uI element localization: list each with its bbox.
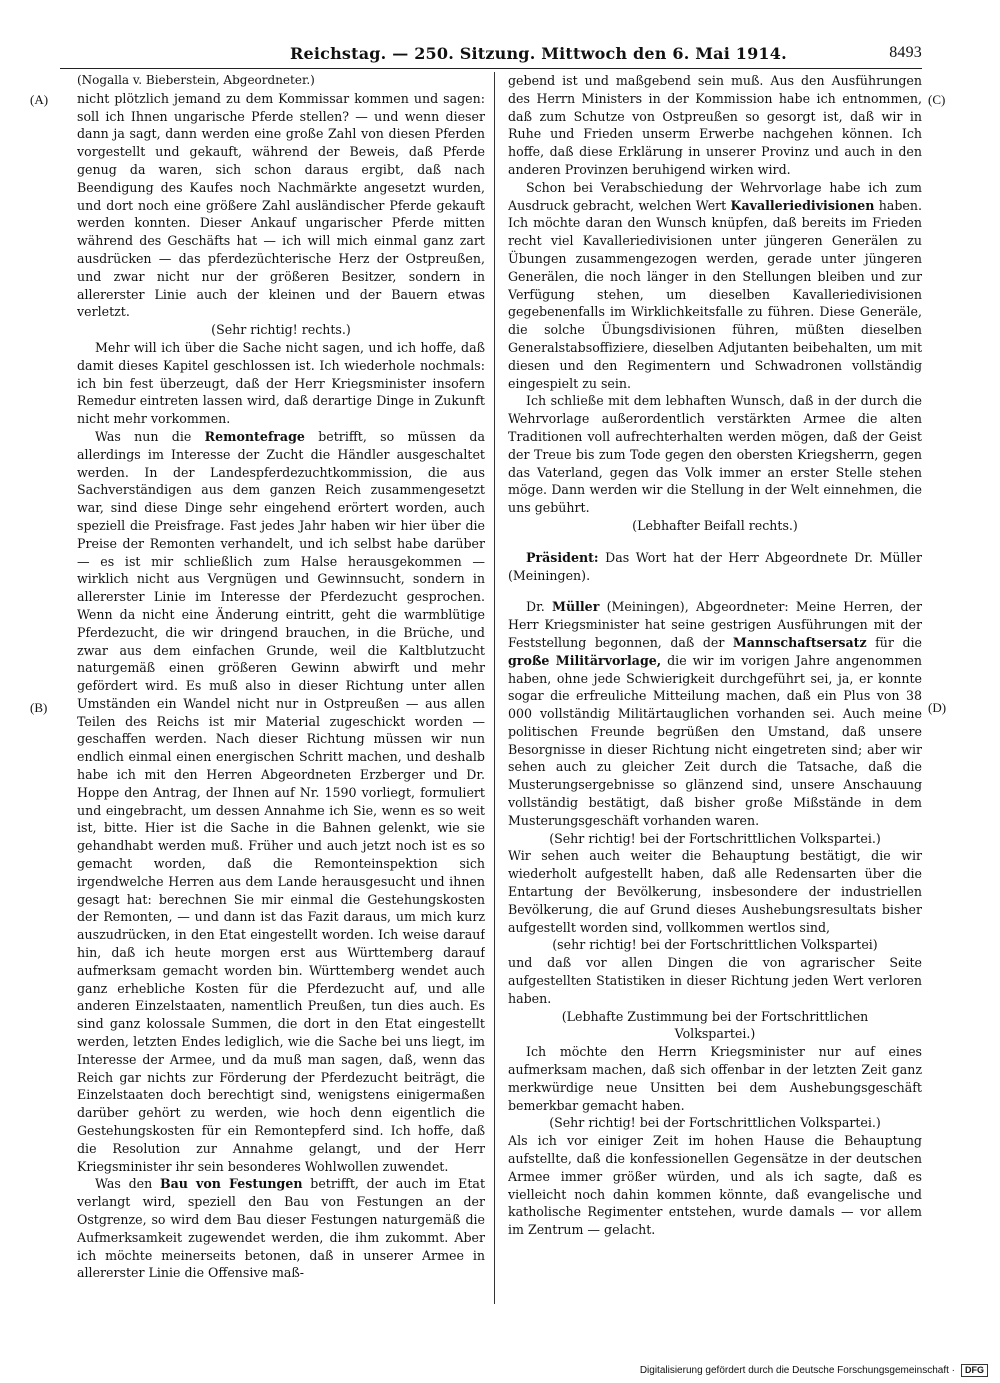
keyword-bau-von-festungen: Bau von Festungen [159, 1176, 303, 1192]
president-statement: Präsident: Das Wort hat der Herr Abgeordnete Dr. Müller (Meiningen). [508, 549, 922, 583]
paragraph: Was den Bau von Festungen betrifft, der auch im Etat verlangt wird, speziell den Bau von Festungen an der Ostgrenze, so wird dem Bau dieser Festungen naturgemäß die Aufmerksamkeit zugewendet werden, die ihm zukommt. Aber ich möchte meinerseits betonen, daß in unserer Armee in allererster Linie die Offensive maß- [77, 1176, 485, 1281]
interjection: (Lebhafte Zustimmung bei der Fortschrittlichen Volkspartei.) [561, 1008, 869, 1042]
footer-text: Digitalisierung gefördert durch die Deutsche Forschungsgemeinschaft · [639, 1365, 955, 1376]
paragraph: gebend ist und maßgebend sein muß. Aus den Ausführungen des Herrn Ministers in der Kommission habe ich entnommen, daß zum Schutze von Ostpreußen so gesorgt ist, daß wir in Ruhe und Frieden unserm Erwerbe nachgehen können. Ich hoffe, daß diese Erklärung in unserer Provinz und auch in den anderen Provinzen beruhigend wirken wird. [508, 73, 922, 177]
footer-credit [640, 1364, 988, 1377]
interjection: (Sehr richtig! bei der Fortschrittlichen Volkspartei.) [549, 830, 881, 846]
paragraph: nicht plötzlich jemand zu dem Kommissar kommen und sagen: soll ich Ihnen ungarische Pferde stellen? — und wenn dieser dann ja sagt, dann werden eine große Zahl von diesen Pferden vorgestellt und gekauft, während der Beweis, daß Pferde genug da waren, sich schon daraus ergibt, daß nach Beendigung des Kaufes noch Nachmärkte angesetzt wurden, und dort noch eine größere Zahl ausländischer Pferde gekauft werden konnten. Dieser Ankauf ungarischer Pferde mitten während des Geschäfts hat — ich will mich einmal ganz zart ausdrücken — das pferdezüchterische Herz der Ostpreußen, und zwar nicht nur der größeren Besitzer, sondern in allererster Linie auch der kleinen und der Bauern etwas verletzt. [77, 90, 485, 320]
paragraph: Ich schließe mit dem lebhaften Wunsch, daß in der durch die Wehrvorlage außerordentlich verstärkten Armee die alten Traditionen voll aufrechterhalten werden mögen, daß der Geist der Treue bis zum Tode gegen den obersten Kriegsherrn, gegen das Vaterland, gegen das Volk immer an erster Stelle stehen möge. Dann werden wir die Stellung in der Welt einnehmen, die uns gebührt. [508, 393, 922, 516]
interjection: (Sehr richtig! bei der Fortschrittlichen Volkspartei.) [549, 1115, 881, 1131]
paragraph: Wir sehen auch weiter die Behauptung bestätigt, die wir wiederholt aufgestellt haben, daß alle Redensarten über die Entartung der Bevölkerung, insbesondere der industriellen Bevölkerung, die auf Grund dieses Aushebungsresultats bisher aufgestellt worden sind, vollkommen wertlos sind, [508, 848, 922, 935]
left-column [77, 72, 485, 1312]
margin-mark-d: (D) [928, 700, 947, 715]
paragraph: Mehr will ich über die Sache nicht sagen, und ich hoffe, daß damit dieses Kapitel geschlossen ist. Ich wiederhole nochmals: ich bin fest überzeugt, daß der Herr Kriegsminister insofern Remedur eintreten lassen wird, daß derartige Dinge in Zukunft nicht mehr vorkommen. [77, 339, 485, 427]
page-title: Reichstag. — 250. Sitzung. Mittwoch den 6. Mai 1914. [290, 44, 787, 63]
paragraph: Ich möchte den Herrn Kriegsminister nur auf eines aufmerksam machen, daß sich offenbar in der letzten Zeit ganz merkwürdige neue Unsitten bei dem Aushebungsgeschäft bemerkbar gemacht haben. [508, 1044, 922, 1113]
header-rule [60, 68, 922, 69]
right-column [508, 72, 922, 1312]
keyword-militaervorlage: große Militärvorlage, [508, 652, 662, 668]
speaker-paragraph: Dr. Müller (Meiningen), Abgeordneter: Meine Herren, der Herr Kriegsminister hat seine gestrigen Ausführungen mit der Feststellung begonnen, daß der Mannschaftsersatz für die große Militärvorlage, die wir im vorigen Jahre angenommen haben, ohne jede Schwierigkeit durchgeführt sei, ja, er konnte sogar die erfreuliche Mitteilung machen, daß ein Plus von 38 000 vollständig Militärtauglichen vorhanden sei. Auch meine politischen Freunde begrüßen den Umstand, daß unsere Besorgnisse in dieser Richtung nicht eingetreten sind; aber wir sehen auch zu gleicher Zeit durch die Tatsache, daß die Musterungsergebnisse so glänzend sind, unsere Anschauung vollständig bestätigt, daß bisher große Mißstände in dem Musterungsgeschäft vorhanden waren. [508, 599, 922, 828]
interjection: (sehr richtig! bei der Fortschrittlichen Volkspartei) [552, 937, 878, 953]
paragraph: Schon bei Verabschiedung der Wehrvorlage habe ich zum Ausdruck gebracht, welchen Wert Kavalleriedivisionen haben. Ich möchte daran den Wunsch knüpfen, daß bereits im Frieden recht viel Kavalleriedivisionen unter jüngeren Generälen zu Übungen zusammengezogen werden, gerade unter jüngeren Generälen, die noch länger in den Stellungen bleiben und zur Verfügung stehen, um dieselben Kavalleriedivisionen gegebenenfalls im Wirklichkeitsfalle zu führen. Diese Generäle, die solche Übungsdivisionen führen, müßten dieselben Generalstabsoffiziere, dieselben Adjutanten beibehalten, um mit diesen und den Regimentern und Schwadronen vollständig eingespielt zu sein. [508, 179, 922, 391]
interjection: (Sehr richtig! rechts.) [211, 322, 351, 338]
dfg-logo: DFG [961, 1364, 988, 1377]
president-label: Präsident: [526, 549, 599, 565]
page-number: 8493 [889, 44, 922, 61]
margin-mark-b: (B) [30, 700, 48, 715]
keyword-mannschaftsersatz: Mannschaftsersatz [732, 634, 867, 650]
page-header [60, 44, 922, 68]
column-divider [494, 72, 495, 1304]
margin-mark-c: (C) [928, 92, 946, 107]
speaker-attribution: (Nogalla v. Bieberstein, Abgeordneter.) [77, 73, 315, 87]
keyword-kavalleriedivisionen: Kavalleriedivisionen [730, 197, 875, 213]
paragraph: und daß vor allen Dingen die von agrarischer Seite aufgestellten Statistiken in dieser Richtung jeden Wert verloren haben. [508, 955, 922, 1006]
keyword-remontefrage: Remontefrage [204, 428, 305, 444]
interjection: (Lebhafter Beifall rechts.) [632, 517, 798, 533]
paragraph: Als ich vor einiger Zeit im hohen Hause die Behauptung aufstellte, daß die konfessionellen Gegensätze in der deutschen Armee immer größer würden, und als ich sagte, daß es vielleicht noch dahin kommen könnte, daß evangelische und katholische Regimenter entstehen, wurde damals — vor allem im Zentrum — gelacht. [508, 1133, 922, 1238]
speaker-name: Müller [552, 599, 600, 615]
margin-mark-a: (A) [30, 92, 49, 107]
paragraph: Was nun die Remontefrage betrifft, so müssen da allerdings im Interesse der Zucht die Händler ausgeschaltet werden. In der Landespferdezuchtkommission, die aus Sachverständigen aus dem ganzen Reich zusammengesetzt war, sind diese Dinge sehr eingehend erörtert worden, auch speziell die Preisfrage. Fast jedes Jahr haben wir hier über die Preise der Remonten verhandelt, und ich selbst habe darüber — es ist mir schließlich zum Halse herausgekommen — wirklich nicht aus Vergnügen und Gewinnsucht, sondern in allererster Linie im Interesse der Pferdezucht gesprochen. Wenn da nicht eine Änderung eintritt, geht die warmblütige Pferdezucht, die wir dringend brauchen, in die Brüche, und zwar aus dem einfachen Grunde, weil die Kaltblutzucht naturgemäß einen größeren Gewinn abwirft und mehr gefördert wird. Es muß also in dieser Richtung unter allen Umständen ein Wandel nicht nur in Ostpreußen — aus allen Teilen des Reichs ist mir Material zugeschickt worden — geschaffen werden. Nach dieser Richtung müssen wir nun endlich einmal einen energischen Schritt machen, und deshalb habe ich mit den Herren Abgeordneten Erzberger und Dr. Hoppe den Antrag, der Ihnen auf Nr. 1590 vorliegt, formuliert und eingebracht, um dessen Annahme ich Sie, wenn es so weit ist, bitte. Hier ist die Sache in die Bahnen gelenkt, wie sie gehandhabt werden muß. Früher und auch jetzt noch ist es so gemacht worden, daß die Remonteinspektion sich irgendwelche Herren aus dem Lande herausgesucht und ihnen gesagt hat: berechnen Sie mir einmal die Gestehungskosten der Remonten, — und dann ist das Fazit daraus, um mich kurz auszudrücken, in den Etat eingestellt worden. Ich weise darauf hin, daß ich heute morgen erst aus Württemberg darauf aufmerksam gemacht worden bin. Württemberg wendet auch ganz erhebliche Kosten für die Pferdezucht auf, und alle anderen Einzelstaaten, namentlich Preußen, tun dies auch. Es sind ganz kolossale Summen, die dort in den Etat eingestellt werden, letzten Endes lediglich, wie die Sache bei uns liegt, im Interesse der Armee, und da muß man sagen, daß, wenn das Reich gar nichts zur Förderung der Pferdezucht beiträgt, die Einzelstaaten doch berechtigt sind, wenigstens einigermaßen darüber gehört zu werden, wie hoch denn eigentlich die Gestehungskosten für ein Remontepferd sind. Ich hoffe, daß die Resolution zur Annahme gelangt, und der Herr Kriegsminister ihr sein besonderes Wohlwollen zuwendet. [77, 428, 485, 1174]
